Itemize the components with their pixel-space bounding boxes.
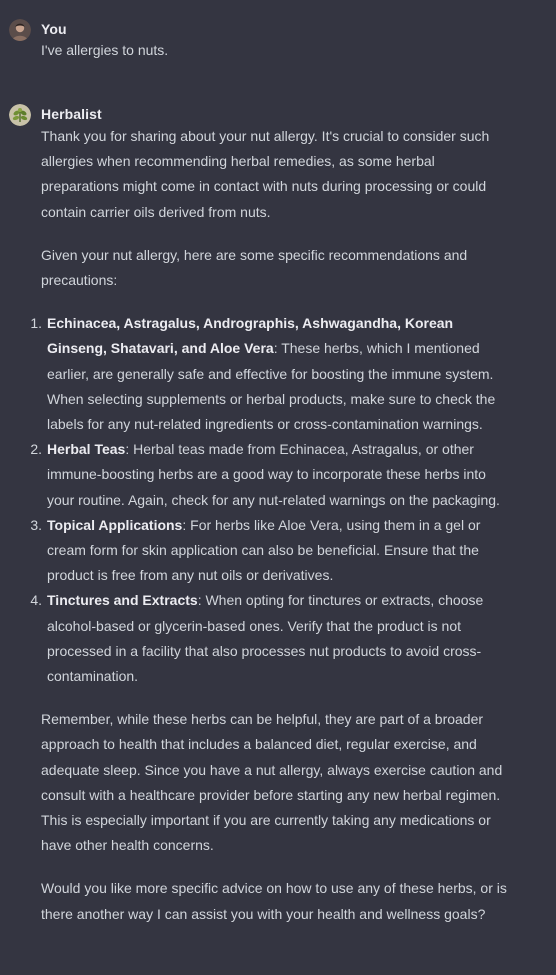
user-message-text <box>41 38 508 63</box>
list-item-text: : Herbal teas made from Echinacea, Astragalus, or other immune-boosting herbs are a good way to incorporate these herbs into your routine. Again, check for any nut-related warnings on the packaging. <box>47 441 500 508</box>
reminder-paragraph: Remember, while these herbs can be helpful, they are part of a broader approach to health that includes a balanced diet, regular exercise, and adequate sleep. Since you have a nut allergy, always exercise caution and consult with a healthcare provider before starting any new herbal regimen. This is especially important if you are currently taking any medications or have other health concerns. <box>41 711 503 854</box>
closing-paragraph: Would you like more specific advice on how to use any of these herbs, or is there another way I can assist you with your health and wellness goals? <box>41 880 507 922</box>
list-item <box>30 588 508 689</box>
assistant-message-text <box>30 124 508 927</box>
list-item-text: : For herbs like Aloe Vera, using them in a gel or cream form for skin application can also be beneficial. Ensure that the product is free from any nut oils or derivatives. <box>47 516 481 584</box>
intro-paragraph: Thank you for sharing about your nut allergy. It's crucial to consider such allergies when recommending herbal remedies, as some herbal preparations might come in contact with nuts during processing or could contain carrier oils derived from nuts. <box>41 128 490 220</box>
assistant-author-name: Herbalist <box>41 106 102 122</box>
list-item-number: 1. <box>30 315 42 332</box>
list-item-title: Echinacea, Astragalus, Andrographis, Ashwagandha, Korean Ginseng, Shatavari, and Aloe Vera <box>47 315 454 357</box>
list-item-title: Tinctures and Extracts <box>47 592 198 609</box>
recommendations-list <box>30 311 508 689</box>
user-author-name: You <box>41 21 67 37</box>
lead-in-paragraph: Given your nut allergy, here are some specific recommendations and precautions: <box>41 246 468 289</box>
list-item <box>30 311 508 437</box>
herbalist-avatar-icon <box>9 104 31 126</box>
list-item-number: 4. <box>30 592 42 609</box>
user-avatar-icon <box>9 19 31 41</box>
user-message-paragraph: I've allergies to nuts. <box>41 42 169 58</box>
list-item-text: : When opting for tinctures or extracts, choose alcohol-based or glycerin-based ones. Verify that the product is not processed in a facility that also processes nut products to avoid cross-contamination. <box>47 592 484 685</box>
list-item-title: Herbal Teas <box>47 441 126 458</box>
list-item-text: : These herbs, which I mentioned earlier, are generally safe and effective for boosting the immune system. When selecting supplements or herbal products, make sure to check the labels for any nut-related ingredients or cross-contamination warnings. <box>47 340 496 433</box>
list-item <box>30 437 508 513</box>
list-item-number: 3. <box>30 516 42 533</box>
list-item-title: Topical Applications <box>47 516 183 533</box>
list-item <box>30 513 508 589</box>
list-item-number: 2. <box>30 441 42 458</box>
